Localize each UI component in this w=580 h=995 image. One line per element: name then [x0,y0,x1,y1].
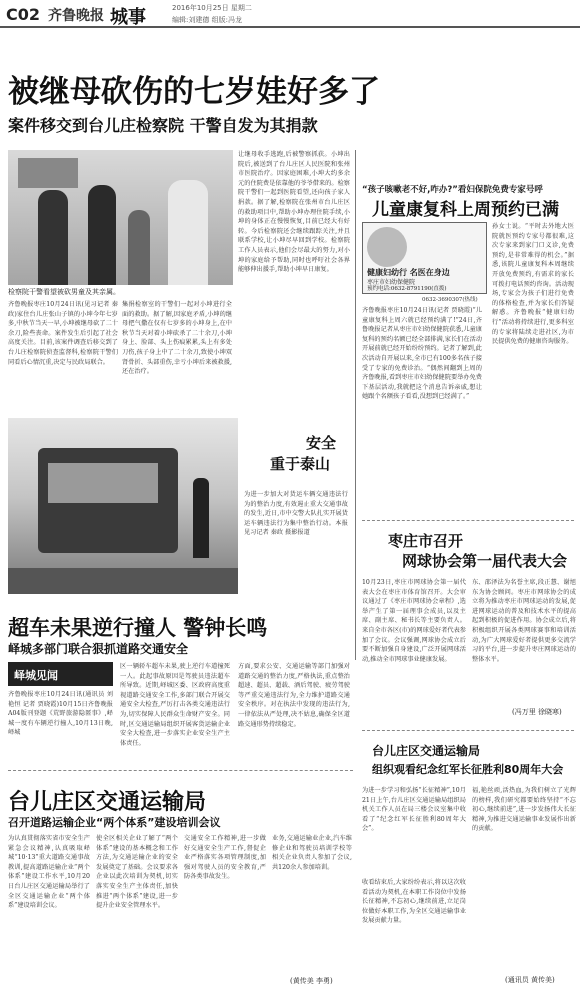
wall-frame [18,158,78,188]
overload-body-col1: 齐鲁晚报枣庄10月24日讯(通讯员 刘艳恒 记者 贾晓霞)10月15日齐鲁晚报A04版刊登题《荒野旅游隐匿事》,峄城一度有车辆逆行撞人,10月13日晚,峄城 [8,691,113,737]
health-body-right: 孙女士说。“平时去外地大医院就医预约专家号都很难,这次专家来到家门口义诊,免费预约,是非常难得的机会。”据悉,该院儿童康复科本周继续开放免费预约,有需求的家长可拨打电话预约咨询。活动现场,专家会为孩子们进行免费的体格检查,并为家长们答疑解惑。齐鲁晚报“健康妇幼行”活动将持续进行,更多科室的专家将陆续走进社区,为市民提供免费的健康咨询服务。 [492,223,574,346]
doctor-icon [367,227,407,267]
march-body-col1: 为进一步学习和弘扬“长征精神”,10月21日上午,台儿庄区交通运输局组织局机关工作人员在局三楼会议室集中收看了“纪念红军长征胜利80周年大会”。 [362,787,466,833]
traffic-photo [8,418,238,594]
overload-body-col2: 区一辆轿车超车未果,驶上逆行车道撞死一人。此起事故原因是驾驶员违法超车所导致。近期,峄城区委、区政府高度重视道路交通安全工作,多部门联合开展交通安全大检查,严厉打击各类交通违法行为,切实保障人民群众生命财产安全。同时,区交通运输局组织开展客货运输企业安全大检查,进一步落实企业安全生产主体责任。 [120,663,230,747]
traffic-title-2: 重于泰山 [270,455,331,473]
lead-body-col1: 齐鲁晚报枣庄10月24日讯(见习记者 秦政)家住台儿庄张山子镇的小坤今年七岁多,中秋节当天一早,小坤被继母砍了二十余刀,险些丧命。案件发生后引起了社会高度关注。目前,该案件调查后移交到了台儿庄检察院侦查监督科,检察院干警们同看后心情沉重,决定与民政局联合。 [8,301,118,366]
section-title: 城事 [110,7,146,28]
tennis-body-col2: 东、邵泽法为名誉主席,段正慧、谢旭东为协会顾问。枣庄市网球协会的成立将为推动枣庄市网球运动的发展,促进网球运动的普及和技术水平的提高起到积极的促进作用。协会成立后,将积极组织开展各类网球赛事和培训活动,为广大网球爱好者提供更多交流学习的平台,进一步提升枣庄网球运动的整体水平。 [472,579,576,663]
lead-subhead: 案件移交到台儿庄检察院 干警自发为其捐款 [8,116,318,135]
officer-figure [193,478,209,558]
column-banner-label: 峄城见闻 [14,669,58,682]
health-ad-phone: 预约电话:0632-8791190(直拨) [367,286,447,292]
lead-headline: 被继母砍伤的七岁娃好多了 [8,74,380,110]
health-headline: 儿童康复科上周预约已满 [372,200,559,220]
health-body-left: 齐鲁晚报枣庄10月24日讯(记者 贾晓霞)“儿童康复科上周六就已经预约满了!”24日,齐鲁晚报记者从枣庄市妇幼保健院获悉,儿童康复科的预约名额已经全部排满,家长们在活动开展前就已经开始纷纷预约。记者了解到,此次活动自开展以来,全市已有100多名孩子接受了专家的免费诊治。“偶然间翻到上周的齐鲁晚报,看到枣庄市妇幼保健院要举办免费下基层活动,我就把这个消息告诉亲戚,想让她跟个名额孩子看看,没想到已经满了。” [362,307,482,401]
divider [362,730,574,731]
traffic-photo-caption: 为进一步加大对货运车辆交通违法行为的整治力度,有效遏止重大交通事故的发生,近日,市中交警大队扎实开展货运车辆违法行为集中整治行动。本报见习记者 秦政 摄影报道 [244,491,348,537]
lead-photo [8,150,233,285]
tennis-headline-1: 枣庄市召开 [388,532,464,550]
lead-body-col2: 集捐检察室的干警们一起对小坤进行全面的救助。据了解,因家庭矛盾,小坤的继母把气撒在仅有七岁多的小坤身上,在中秋节当天对着小坤砍杀了二十余刀,小坤身上、脸部、头上伤痕累累,头上有多处刀伤,孩子身上中了二十余刀,致使小坤双肾骨折、头部重伤,幸亏小坤后来被救援,还在治疗。 [122,301,232,376]
person-figure [168,180,208,285]
overload-subhead: 峄城多部门联合狠抓道路交通安全 [8,642,189,656]
column-banner [8,662,113,686]
march-headline-2: 组织观看纪念红军长征胜利80周年大会 [372,763,564,776]
page-number: C02 [6,5,41,24]
training-headline: 台儿庄区交通运输局 [8,790,207,815]
march-byline: (通讯员 黄传美) [505,976,555,984]
tennis-byline: (冯万里 徐晓寒) [512,708,562,716]
training-body-col1: 为认真贯彻落实省市安全生产紧急会议精神,认真吸取峄城“10·13”重大道路交通事故教训,提高道路运输企业“两个体系”建设工作水平,10月20日台儿庄区交通运输局举行了全区交通运输企业“两个体系”建设培训会议。 [8,835,90,910]
divider [362,520,574,521]
road-shape [8,568,238,594]
column-rule [355,150,356,660]
march-body-col1b: 收看结束后,大家纷纷表示,将以这次收看活动为契机,在本职工作岗位中发扬长征精神,不忘初心,继续前进,立足岗位做好本职工作,为全区交通运输事业发展贡献力量。 [362,879,466,925]
issue-date: 2016年10月25日 星期二 [172,4,252,12]
training-body-col2: 使全区相关企业了解了“两个体系”建设的基本概念和工作方法,为交通运输企业的安全发展奠定了基础。会议要求各企业以此次培训为契机,切实落实安全生产主体责任,加快推进“两个体系”建设,进一步提升企业安全管理水平。 [96,835,178,910]
health-ad-phone2: 0632-3690307(热线) [422,297,478,303]
overload-body-col3: 方面,要求公安、交通运输等部门加强对道路交通的整治力度,严格执法,重点整治超速、超员、超载、酒后驾驶、疲劳驾驶等严重交通违法行为,全力维护道路交通安全秩序。对在执法中发现的违法行为,一律依法从严处理,决不姑息,确保全区道路交通形势持续稳定。 [238,663,350,728]
page-header [0,0,580,28]
training-body-col3: 交通安全工作精神,进一步做好交通安全生产工作,督促企业严格落实各项管理制度,加强对驾驶人员的安全教育,严防各类事故发生。 [184,835,266,881]
person-figure [38,190,68,285]
overload-headline: 超车未果逆行撞人 警钟长鸣 [8,616,268,640]
health-kicker: “孩子咳嗽老不好,咋办?”看妇保院免费专家号呼 [362,185,543,195]
training-byline: (黄传美 李勇) [290,977,333,985]
truck-windshield [48,463,158,503]
divider [8,770,353,771]
masthead-logo: 齐鲁晚报 [48,8,104,24]
health-ad-box [362,222,487,294]
health-ad-title: 健康妇幼行 名医在身边 [367,268,450,277]
editor-credit: 编辑:刘建德 组版:冯龙 [172,16,242,24]
health-ad-line: 枣庄市妇幼保健院 [367,279,416,286]
training-body-col4: 业务,交通运输业企业,汽车维修企业和驾驶员培训学校等相关企业负责人参加了会议,共120余人参加培训。 [272,835,352,871]
training-subhead: 召开道路运输企业“两个体系”建设培训会议 [8,816,221,829]
tennis-body-col1: 10月23日,枣庄市网球协会第一届代表大会在枣庄市体育馆召开。大会审议通过了《枣庄市网球协会章程》,选举产生了第一届理事会成员,以及主席、副主席、秘书长等主要负责人。来自全市各区(市)的网球爱好者代表参加了会议。会议强调,网球协会成立后要不断加强自身建设,广泛开展网球活动,推动全市网球事业健康发展。 [362,579,466,663]
traffic-title-1: 安全 [306,434,337,452]
tennis-headline-2: 网球协会第一届代表大会 [402,552,568,570]
lead-body-col3: 让继母收手逃跑,后被警察抓获。小坤出院后,被送到了台儿庄区人民医院和张州市医院治疗。因家庭困难,小坤大约多余元的住院费是依靠他的爷爷借来的。检察院干警们一起到医院看望,还向孩子家人捐款。据了解,检察院在张州市台儿庄区的救助项目中,帮助小坤办理住院手续,小坤的身体正在慢慢恢复,目前已经大有好转。今后检察院还会继续跟踪关注,并且联系学校,让小坤尽早回到学校。检察院工作人员表示,他们会尽最大的努力,对小坤的家庭给予帮助,同时也呼吁社会各界能够伸出援手,帮助小坤早日康复。 [238,151,350,274]
march-body-col2: 福,艳丝顽,活热血,为我们树立了光辉的榜样,我们研究都要始终坚持“不忘初心,继续前进”,进一步发扬伟大长征精神,为推进交通运输事业发展作出新的贡献。 [472,787,576,833]
lead-photo-caption: 检察院干警看望被砍男童及其亲属。 [8,288,120,296]
march-headline-1: 台儿庄区交通运输局 [372,744,481,758]
person-figure [128,210,150,285]
person-figure [88,185,116,285]
